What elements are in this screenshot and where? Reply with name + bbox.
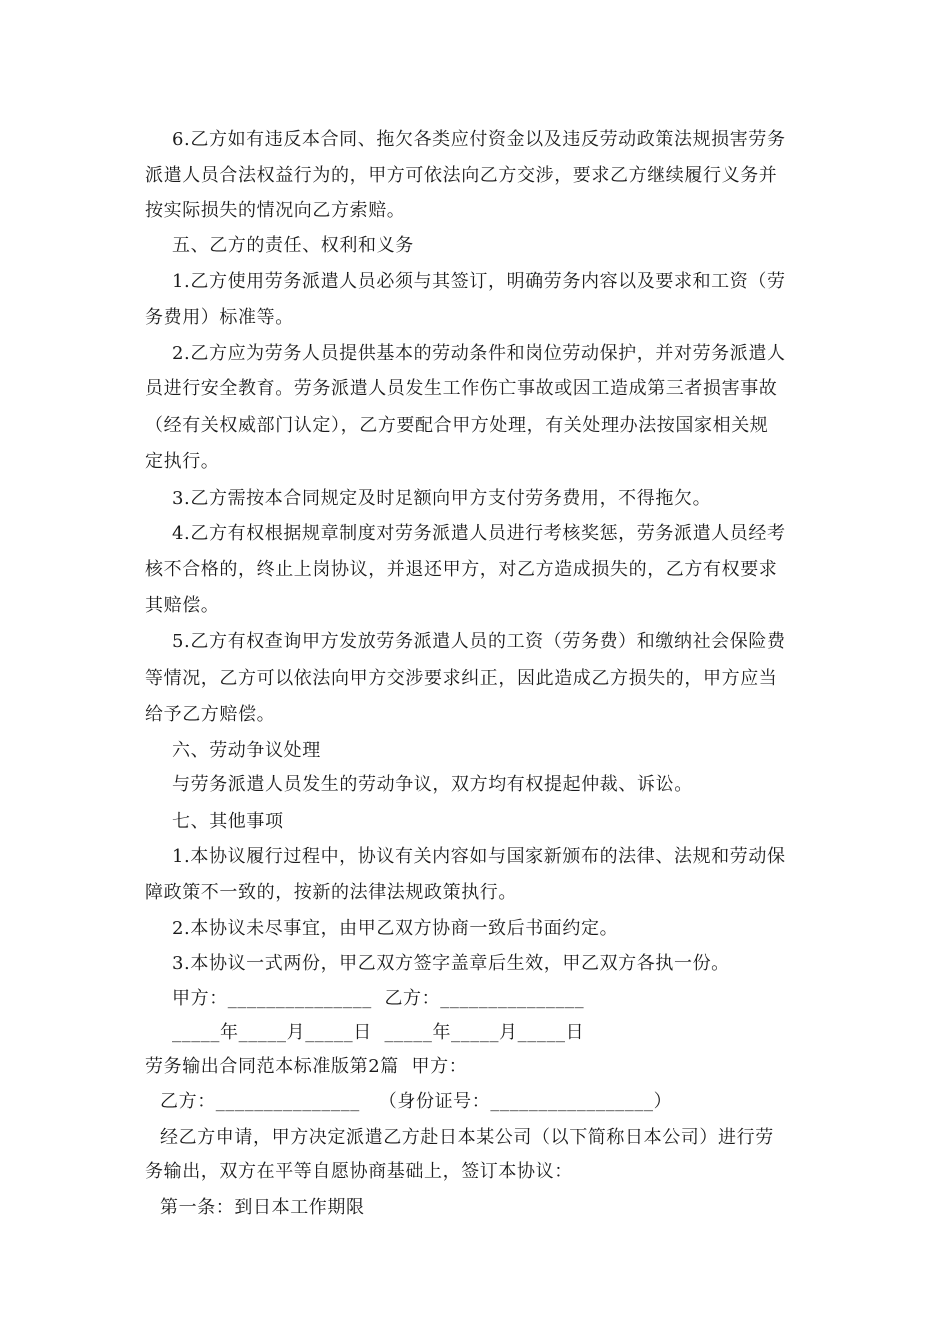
paragraph-line: 5.乙方有权查询甲方发放劳务派遣人员的工资（劳务费）和缴纳社会保险费 [172, 631, 786, 652]
party-line: 乙方：_______________ （身份证号：_________________） [160, 1091, 673, 1112]
paragraph-line: 障政策不一致的，按新的法律法规政策执行。 [145, 882, 517, 903]
paragraph-line: 务输出，双方在平等自愿协商基础上，签订本协议： [145, 1161, 573, 1182]
chapter-title: 劳务输出合同范本标准版第2篇 甲方： [145, 1056, 468, 1077]
article-heading: 第一条：到日本工作期限 [160, 1197, 365, 1218]
paragraph-line: 2.乙方应为劳务人员提供基本的劳动条件和岗位劳动保护，并对劳务派遣人 [172, 343, 786, 364]
paragraph-line: 给予乙方赔偿。 [145, 704, 276, 725]
paragraph-line: 1.乙方使用劳务派遣人员必须与其签订，明确劳务内容以及要求和工资（劳 [172, 271, 786, 292]
paragraph-line: （经有关权威部门认定），乙方要配合甲方处理，有关处理办法按国家相关规 [145, 415, 769, 436]
paragraph-line: 6.乙方如有违反本合同、拖欠各类应付资金以及违反劳动政策法规损害劳务 [172, 129, 786, 150]
paragraph-line: 核不合格的，终止上岗协议，并退还甲方，对乙方造成损失的，乙方有权要求 [145, 559, 778, 580]
paragraph-line: 3.乙方需按本合同规定及时足额向甲方支付劳务费用，不得拖欠。 [172, 488, 712, 509]
paragraph-line: 1.本协议履行过程中，协议有关内容如与国家新颁布的法律、法规和劳动保 [172, 846, 786, 867]
paragraph-line: 按实际损失的情况向乙方索赔。 [145, 200, 406, 221]
section-heading: 五、乙方的责任、权利和义务 [172, 235, 414, 256]
paragraph-line: 经乙方申请，甲方决定派遣乙方赴日本某公司（以下简称日本公司）进行劳 [160, 1127, 774, 1148]
paragraph-line: 与劳务派遣人员发生的劳动争议，双方均有权提起仲裁、诉讼。 [172, 774, 693, 795]
paragraph-line: 其赔偿。 [145, 595, 220, 616]
paragraph-line: 员进行安全教育。劳务派遣人员发生工作伤亡事故或因工造成第三者损害事故 [145, 378, 778, 399]
section-heading: 六、劳动争议处理 [172, 740, 321, 761]
paragraph-line: 派遣人员合法权益行为的，甲方可依法向乙方交涉，要求乙方继续履行义务并 [145, 165, 778, 186]
paragraph-line: 4.乙方有权根据规章制度对劳务派遣人员进行考核奖惩，劳务派遣人员经考 [172, 523, 786, 544]
paragraph-line: 3.本协议一式两份，甲乙双方签字盖章后生效，甲乙双方各执一份。 [172, 953, 730, 974]
paragraph-line: 等情况，乙方可以依法向甲方交涉要求纠正，因此造成乙方损失的，甲方应当 [145, 668, 778, 689]
paragraph-line: 务费用）标准等。 [145, 307, 294, 328]
date-line: _____年_____月_____日 _____年_____月_____日 [172, 1022, 585, 1043]
section-heading: 七、其他事项 [172, 811, 284, 832]
signature-line: 甲方：_______________ 乙方：_______________ [172, 988, 585, 1009]
paragraph-line: 定执行。 [145, 451, 220, 472]
paragraph-line: 2.本协议未尽事宜，由甲乙双方协商一致后书面约定。 [172, 918, 619, 939]
